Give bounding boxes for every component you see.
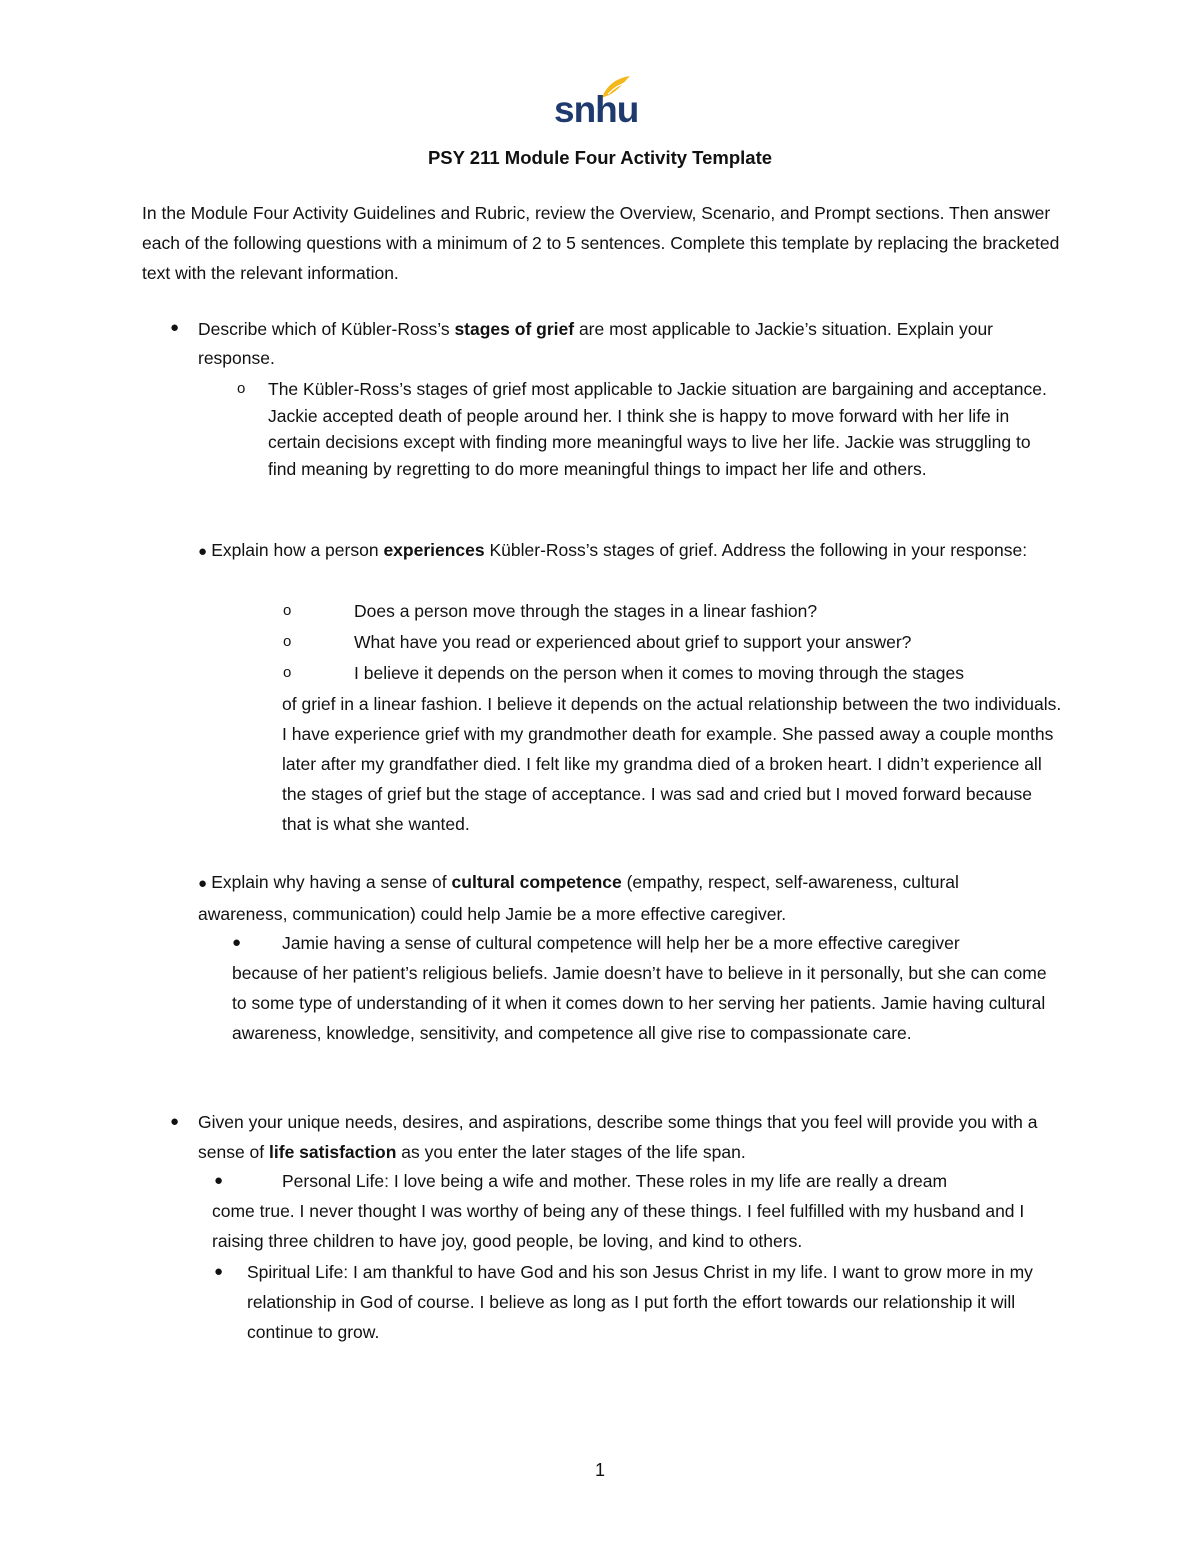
- question-2-sub-1: Does a person move through the stages in a linear fashion?: [354, 601, 818, 621]
- bullet-icon: ●: [170, 1113, 180, 1130]
- question-2-sub-2: What have you read or experienced about grief to support your answer?: [354, 632, 912, 652]
- answer-1: The Kübler-Ross’s stages of grief most applicable to Jackie situation are bargaining and acceptance. Jackie accepted death of people around her. I think she is happy to move forward with her life in certain decisions except with finding more meaningful ways to live her life. Jackie was struggling to find meaning by regretting to do more meaningful things to impact her life and others.: [268, 379, 1047, 479]
- bullet-icon: ●: [232, 934, 242, 951]
- personal-life-first-line: Personal Life: I love being a wife and mother. These roles in my life are really a dream: [282, 1171, 948, 1191]
- question-2-keyword: experiences: [383, 540, 485, 560]
- bullet-icon: ●: [198, 543, 212, 560]
- page-title: PSY 211 Module Four Activity Template: [427, 147, 773, 168]
- snhu-logo: [554, 74, 638, 132]
- o-bullet-icon: o: [283, 602, 292, 619]
- question-4: [198, 1107, 1058, 1167]
- question-1-keyword: stages of grief: [454, 319, 575, 339]
- intro-paragraph: In the Module Four Activity Guidelines and Rubric, review the Overview, Scenario, and Prompt sections. Then answer each of the following questions with a minimum of 2 to 5 sentences. Complete this template by replacing the bracketed text with the relevant information.: [142, 203, 1060, 283]
- question-3-text-pre: Explain why having a sense of: [211, 872, 452, 892]
- bullet-icon: ●: [214, 1263, 224, 1280]
- question-4-text-post: as you enter the later stages of the life span.: [396, 1142, 746, 1162]
- answer-2-first-line: I believe it depends on the person when it comes to moving through the stages: [354, 663, 964, 683]
- question-4-text-pre: Given your unique needs, desires, and aspirations, describe some things that you feel will provide you with a sense of: [198, 1112, 1038, 1162]
- logo-wordmark: snhu: [554, 89, 639, 130]
- question-2: [198, 535, 1048, 567]
- o-bullet-icon: o: [283, 664, 292, 681]
- question-1: [198, 315, 1048, 373]
- o-bullet-icon: o: [237, 380, 246, 397]
- spiritual-life-answer: Spiritual Life: I am thankful to have God and his son Jesus Christ in my life. I want to grow more in my relationship in God of course. I believe as long as I put forth the effort towards our relationship it will continue to grow.: [247, 1262, 1033, 1342]
- bullet-icon: ●: [214, 1172, 224, 1189]
- answer-3-first-line: Jamie having a sense of cultural competence will help her be a more effective caregiver: [282, 933, 960, 953]
- question-1-text-post: are most applicable to Jackie’s situation. Explain your response.: [198, 319, 994, 368]
- question-1-text-pre: Describe which of Kübler-Ross’s: [198, 319, 455, 339]
- question-3-keyword: cultural competence: [451, 872, 622, 892]
- page-number: 1: [594, 1460, 605, 1480]
- bullet-icon: ●: [198, 875, 212, 892]
- question-4-keyword: life satisfaction: [269, 1142, 397, 1162]
- bullet-icon: ●: [170, 319, 180, 336]
- question-3: [198, 867, 1048, 929]
- question-2-text-pre: Explain how a person: [211, 540, 384, 560]
- answer-3: because of her patient’s religious beliefs. Jamie doesn’t have to believe in it personally, but she can come to some type of understanding of it when it comes down to her serving her patients. Jamie having cultural awareness, knowledge, sensitivity, and competence all give rise to compassionate care.: [232, 963, 1047, 1043]
- o-bullet-icon: o: [283, 633, 292, 650]
- answer-2: of grief in a linear fashion. I believe it depends on the actual relationship between the two individuals. I have experience grief with my grandmother death for example. She passed away a couple months later after my grandfather died. I felt like my grandma died of a broken heart. I didn’t experience all the stages of grief but the stage of acceptance. I was sad and cried but I moved forward because that is what she wanted.: [282, 694, 1062, 834]
- question-3-text-post: (empathy, respect, self-awareness, cultural awareness, communication) could help Jamie be a more effective caregiver.: [198, 872, 959, 924]
- question-2-text-post: Kübler-Ross’s stages of grief. Address the following in your response:: [484, 540, 1028, 560]
- personal-life-answer: come true. I never thought I was worthy of being any of these things. I feel fulfilled with my husband and I raising three children to have joy, good people, be loving, and kind to others.: [212, 1201, 1025, 1251]
